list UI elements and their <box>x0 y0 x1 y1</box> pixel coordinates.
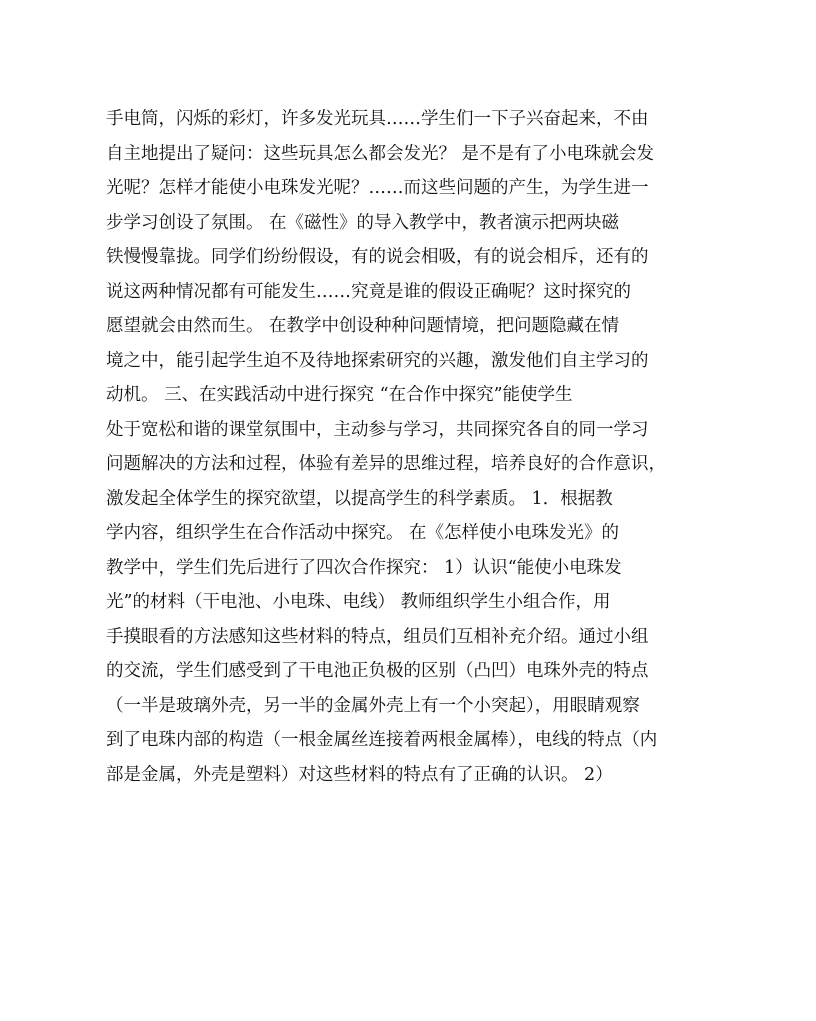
text-line: 自主地提出了疑问：这些玩具怎么都会发光？ 是不是有了小电珠就会发 <box>106 143 655 164</box>
text-line: 处于宽松和谐的课堂氛围中，主动参与学习，共同探究各自的同一学习 <box>106 419 649 440</box>
text-line: 动机。 三、在实践活动中进行探究 “在合作中探究”能使学生 <box>106 385 573 405</box>
text-line: 的交流，学生们感受到了干电池正负极的区别（凸凹）电珠外壳的特点 <box>106 661 649 681</box>
text-line: 光”的材料（干电池、小电珠、电线） 教师组织学生小组合作，用 <box>106 592 611 612</box>
text-line: 手电筒，闪烁的彩灯，许多发光玩具……学生们一下子兴奋起来，不由 <box>106 109 649 129</box>
body-text <box>106 102 706 792</box>
text-line: 学内容，组织学生在合作活动中探究。 在《怎样使小电珠发光》的 <box>106 523 620 543</box>
text-line: 手摸眼看的方法感知这些材料的特点，组员们互相补充介绍。通过小组 <box>106 626 649 647</box>
text-line: 步学习创设了氛围。 在《磁性》的导入教学中，教者演示把两块磁 <box>106 212 620 233</box>
text-line: 光呢？怎样才能使小电珠发光呢？……而这些问题的产生，为学生进一 <box>106 178 649 198</box>
text-line: 教学中，学生们先后进行了四次合作探究： 1）认识“能使小电珠发 <box>106 557 622 578</box>
text-line: 境之中，能引起学生迫不及待地探索研究的兴趣，激发他们自主学习的 <box>106 350 649 371</box>
text-line: 到了电珠内部的构造（一根金属丝连接着两根金属棒），电线的特点（内 <box>106 730 658 750</box>
text-line: 部是金属，外壳是塑料）对这些材料的特点有了正确的认识。 2） <box>106 764 613 785</box>
text-line: 说这两种情况都有可能发生……究竟是谁的假设正确呢？这时探究的 <box>106 281 631 302</box>
text-line: （一半是玻璃外壳，另一半的金属外壳上有一个小突起），用眼睛观察 <box>106 695 640 716</box>
text-line: 问题解决的方法和过程，体验有差异的思维过程，培养良好的合作意识， <box>106 454 666 474</box>
text-line: 激发起全体学生的探究欲望，以提高学生的科学素质。 1．根据教 <box>106 488 613 509</box>
text-line: 铁慢慢靠拢。同学们纷纷假设，有的说会相吸，有的说会相斥，还有的 <box>106 247 649 267</box>
text-line: 愿望就会由然而生。 在教学中创设种种问题情境，把问题隐藏在情 <box>106 316 620 336</box>
